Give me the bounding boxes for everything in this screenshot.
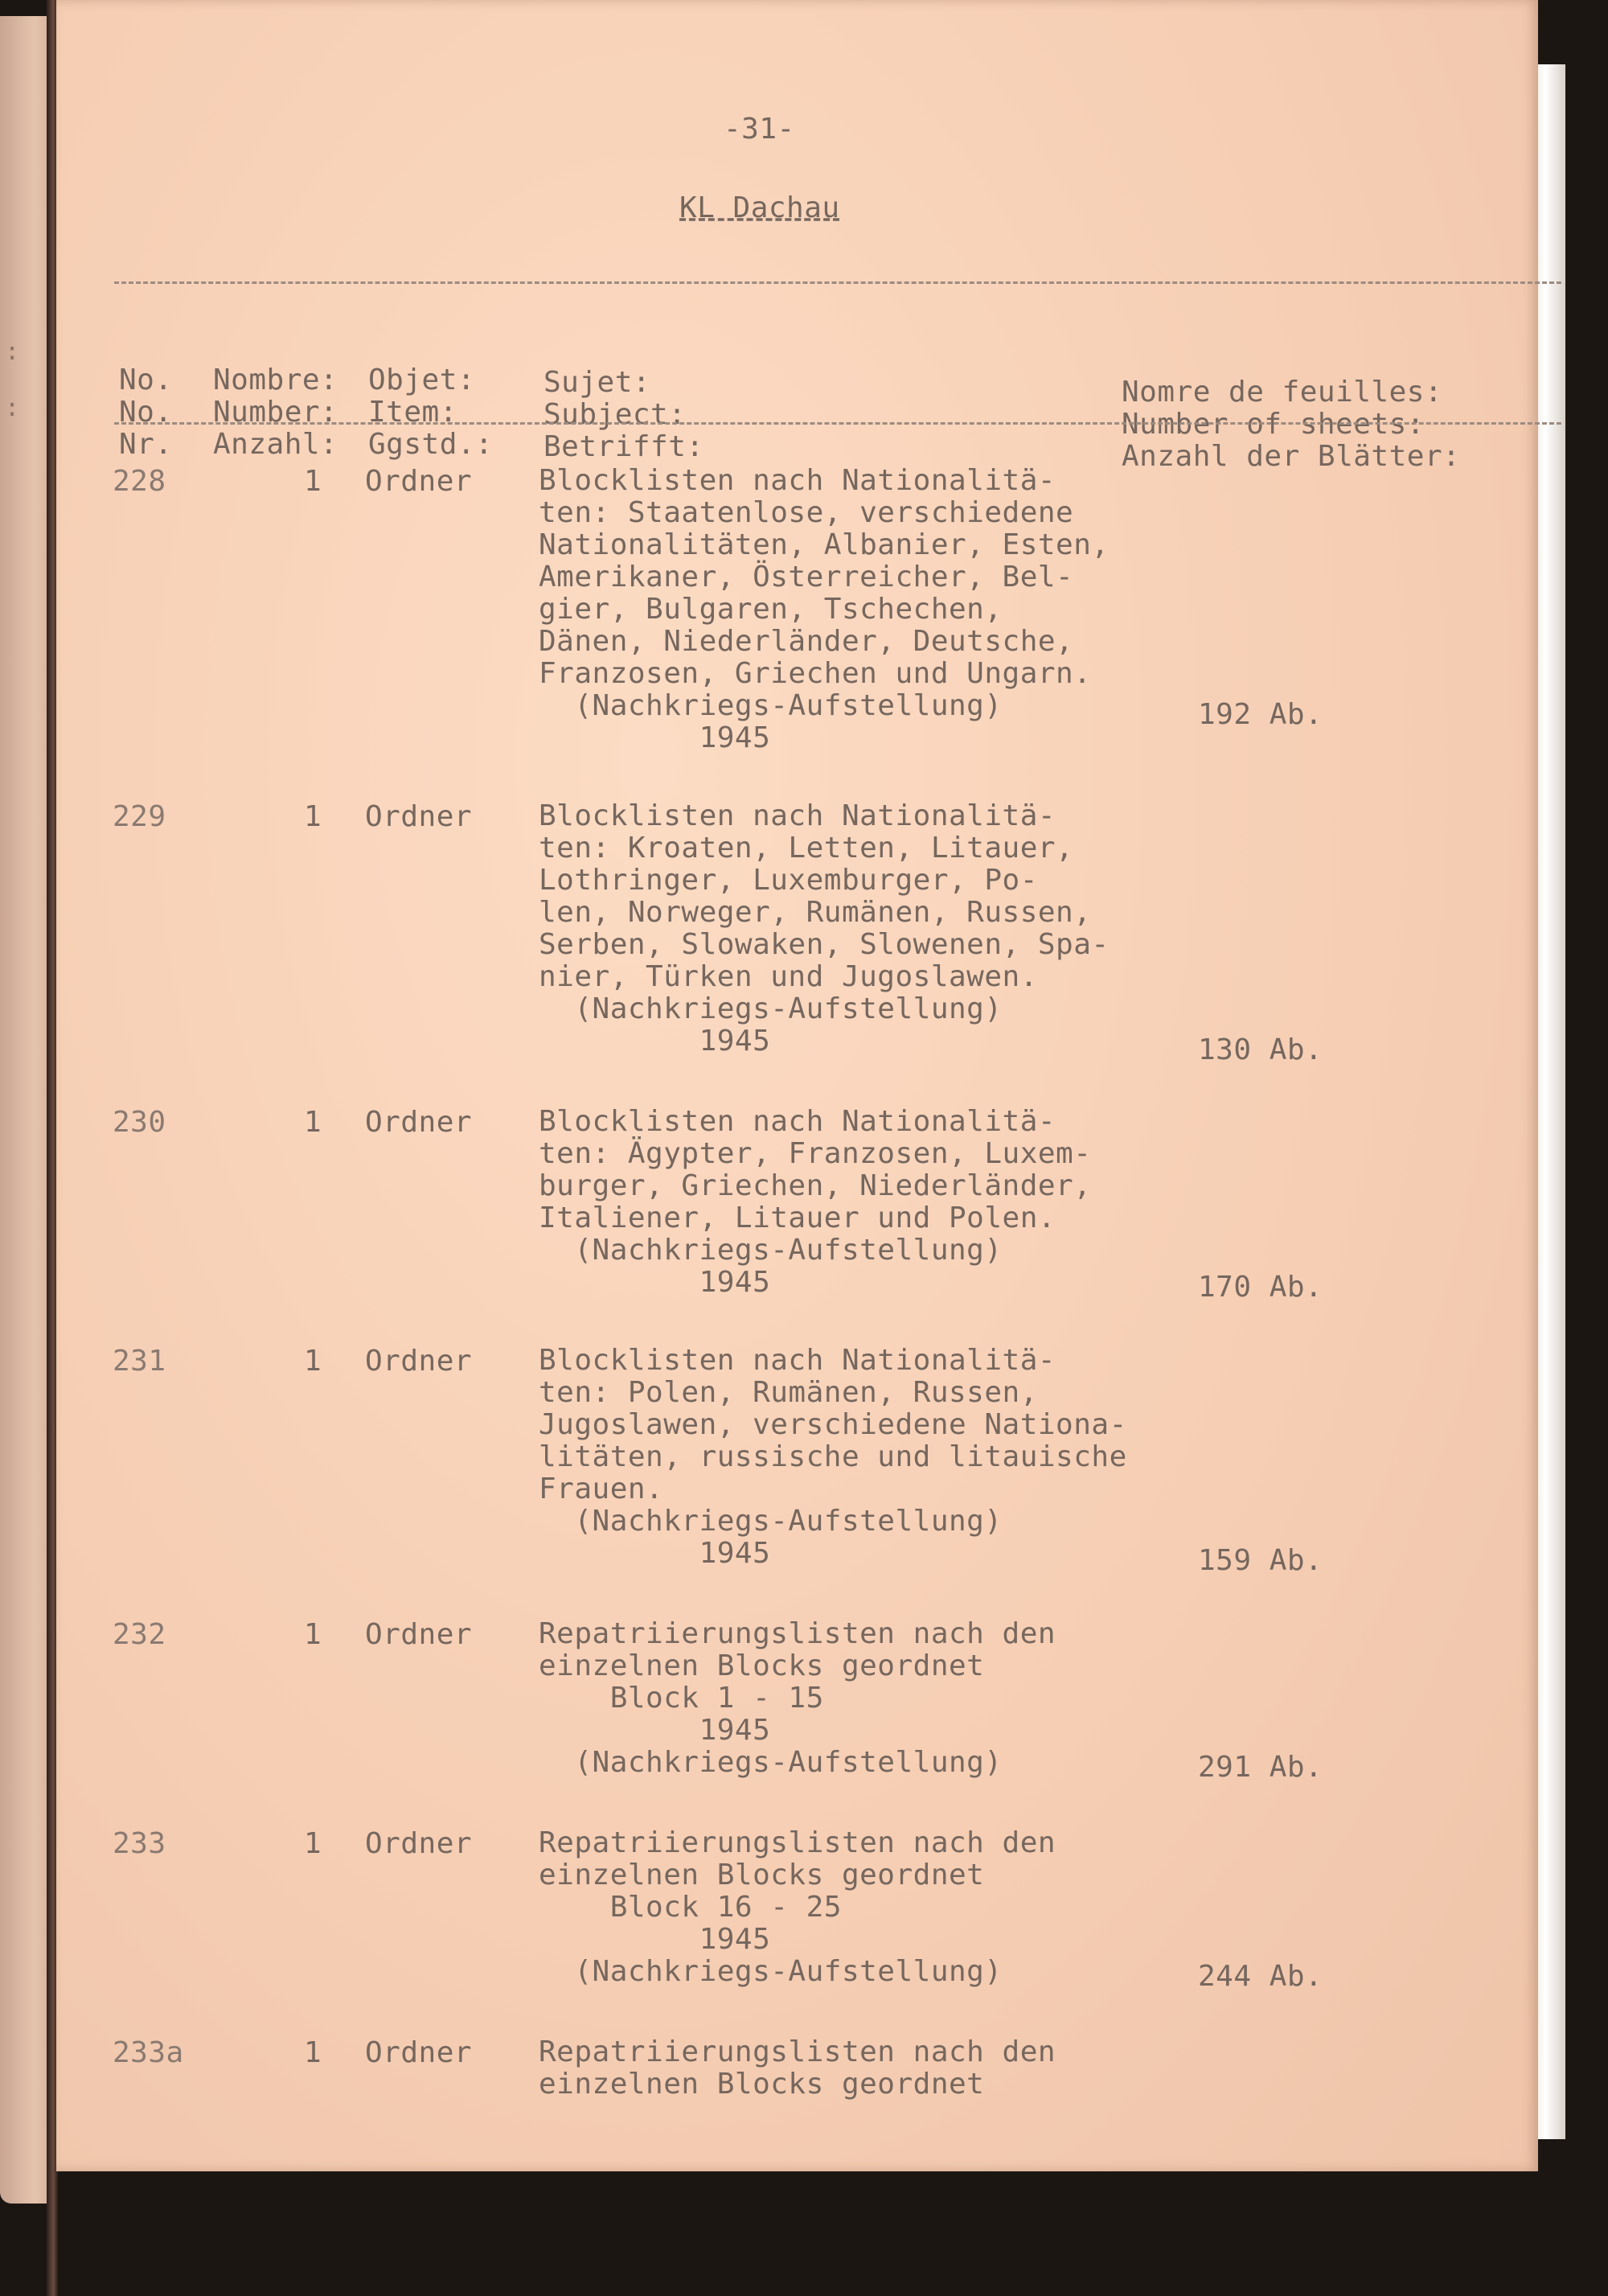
entry-sheet-count: 170 Ab. (1198, 1271, 1323, 1304)
entry-sheet-count: 130 Ab. (1198, 1033, 1323, 1066)
header-sheets: Nomre de feuilles: Number of sheets: Anzahl der Blätter: (1122, 376, 1461, 473)
entry-object: Ordner (365, 465, 473, 498)
entry-object: Ordner (365, 800, 473, 833)
header-no: No. No. Nr. (119, 363, 173, 461)
entry-number: 233 (113, 1827, 166, 1860)
entry-description: Blocklisten nach Nationalitä- ten: Ägypter, Franzosen, Luxem- burger, Griechen, Niederländer, Italiener, Litauer und Polen. (Nachkriegs-Aufstellung) 1945 (539, 1105, 1092, 1299)
left-page-fragment: : (5, 338, 20, 366)
page-title: KL Dachau (679, 191, 840, 224)
page-number: -31- (724, 113, 795, 146)
entry-count: 1 (304, 2036, 322, 2069)
entry-count: 1 (304, 1106, 322, 1139)
header-rule-bottom (114, 422, 1561, 425)
document-page (56, 0, 1538, 2171)
entry-count: 1 (304, 1618, 322, 1651)
entry-object: Ordner (365, 1345, 473, 1378)
header-rule-top (114, 281, 1561, 284)
entry-count: 1 (304, 800, 322, 833)
entry-description: Repatriierungslisten nach den einzelnen Blocks geordnet (539, 2035, 1056, 2101)
entry-sheet-count: 192 Ab. (1198, 698, 1323, 731)
entry-number: 228 (113, 465, 166, 498)
header-object: Objet: Item: Ggstd.: (368, 363, 494, 461)
entry-number: 232 (113, 1618, 166, 1651)
entry-sheet-count: 244 Ab. (1198, 1960, 1323, 1993)
entry-object: Ordner (365, 2036, 473, 2069)
entry-description: Blocklisten nach Nationalitä- ten: Polen, Rumänen, Russen, Jugoslawen, verschiedene Nationa- litäten, russische und litauische Frauen. (Nachkriegs-Aufstellung) 1945 (539, 1344, 1127, 1570)
entry-description: Repatriierungslisten nach den einzelnen Blocks geordnet Block 16 - 25 1945 (Nachkriegs-Aufstellung) (539, 1826, 1056, 1988)
entry-count: 1 (304, 465, 322, 498)
entry-object: Ordner (365, 1618, 473, 1651)
entry-description: Repatriierungslisten nach den einzelnen Blocks geordnet Block 1 - 15 1945 (Nachkriegs-Aufstellung) (539, 1617, 1056, 1779)
entry-number: 229 (113, 800, 166, 833)
entry-number: 230 (113, 1106, 166, 1139)
header-count: Nombre: Number: Anzahl: (213, 363, 338, 461)
entry-sheet-count: 291 Ab. (1198, 1751, 1323, 1784)
entry-number: 231 (113, 1345, 166, 1378)
entry-count: 1 (304, 1345, 322, 1378)
entry-description: Blocklisten nach Nationalitä- ten: Kroaten, Letten, Litauer, Lothringer, Luxemburger, Po- len, Norweger, Rumänen, Russen, Serben, Slowaken, Slowenen, Spa- nier, Türken und Jugoslawen. (Nachkriegs-Aufstellung) 1945 (539, 799, 1110, 1058)
entry-number: 233a (113, 2036, 184, 2069)
entry-object: Ordner (365, 1827, 473, 1860)
header-subject: Sujet: Subject: Betrifft: (544, 366, 704, 463)
entry-description: Blocklisten nach Nationalitä- ten: Staatenlose, verschiedene Nationalitäten, Albanier, Esten, Amerikaner, Österreicher, Bel- gier, Bulgaren, Tschechen, Dänen, Niederländer, Deutsche, Franzosen, Griechen und Ungarn. (Nachkriegs-Aufstellung) 1945 (539, 464, 1110, 754)
entry-object: Ordner (365, 1106, 473, 1139)
entry-count: 1 (304, 1827, 322, 1860)
entry-sheet-count: 159 Ab. (1198, 1544, 1323, 1577)
adjacent-page-edge (0, 16, 50, 2204)
left-page-fragment: : (5, 394, 20, 422)
